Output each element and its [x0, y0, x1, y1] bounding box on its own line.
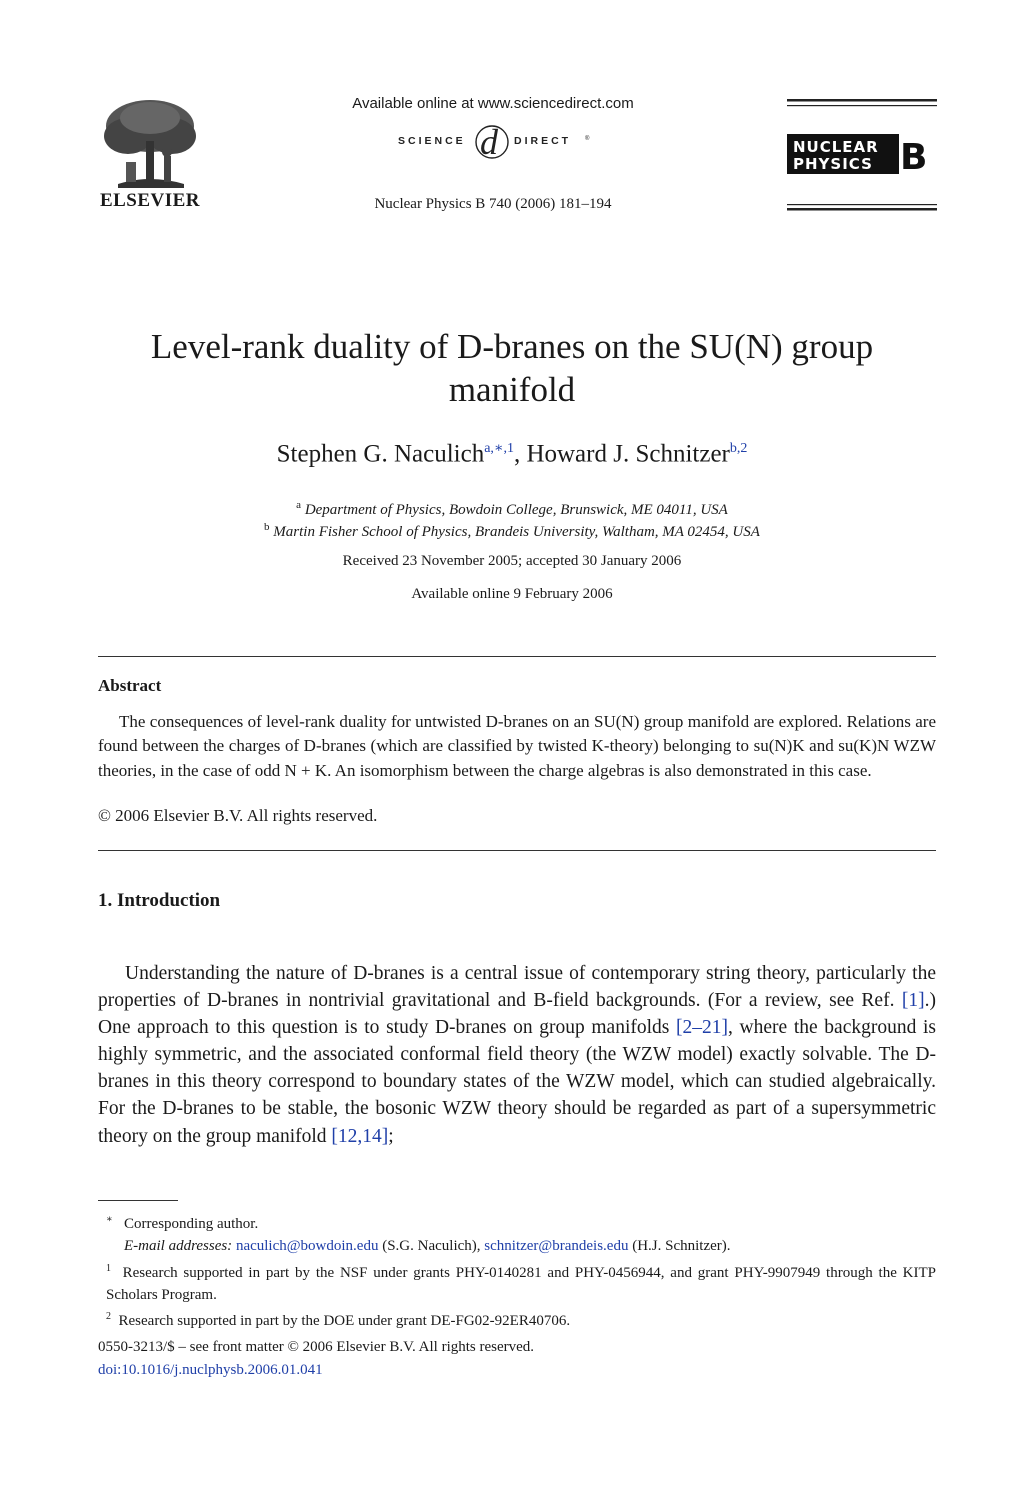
svg-text:d: d	[480, 122, 498, 162]
npb-logo-line2: PHYSICS	[793, 155, 873, 173]
email-label: E-mail addresses:	[124, 1238, 233, 1255]
footnote-emails	[98, 1235, 936, 1257]
front-matter-notice: 0550-3213/$ – see front matter © 2006 Elsevier B.V. All rights reserved.	[98, 1339, 535, 1355]
intro-text-part-3: , where the background is highly symmetric, and the associated conformal field theory (the WZW model) exactly solvable. The D-branes in this theory correspond to boundary states of the WZW model, which can studied algebraically. For the D-branes to be stable, the bosonic WZW theory should be regarded as part of a supersymmetric theory on the group manifold	[98, 1017, 936, 1147]
available-online-text: Available online at www.sciencedirect.com	[352, 95, 634, 112]
footnote-corresponding	[98, 1209, 936, 1235]
footnote-2-mark: 2	[106, 1311, 111, 1323]
npb-logo-line1: NUCLEAR	[793, 138, 879, 156]
publisher-name: ELSEVIER	[99, 190, 201, 211]
affiliation-a-text: Department of Physics, Bowdoin College, Brunswick, ME 04011, USA	[304, 502, 728, 518]
footnote-star-mark: ∗	[106, 1214, 113, 1225]
doi-link[interactable]: doi:10.1016/j.nuclphysb.2006.01.041	[98, 1362, 323, 1378]
intro-text-part-2: .) One approach to this question is to study D-branes on group manifolds	[98, 990, 936, 1039]
abstract-copyright: © 2006 Elsevier B.V. All rights reserved.	[98, 806, 378, 825]
email-link-schnitzer[interactable]: schnitzer@brandeis.edu	[484, 1238, 629, 1255]
footnotes	[98, 1209, 936, 1332]
footnote-2-text: Research supported in part by the DOE under grant DE-FG02-92ER40706.	[118, 1313, 571, 1330]
section-heading-introduction: 1. Introduction	[98, 890, 221, 911]
footnote-1-text: Research supported in part by the NSF under grants PHY-0140281 and PHY-0456944, and grant PHY-9907949 through the KITP Scholars Program.	[106, 1264, 937, 1303]
footnote-2	[98, 1306, 936, 1332]
author-schnitzer-marks[interactable]: b,2	[729, 441, 748, 456]
abstract-body: The consequences of level-rank duality for untwisted D-branes on an SU(N) group manifold are explored. Relations are found between the charges of D-branes (which are classified by twisted K-theory) belonging to su(N)K and su(K)N WZW theories, in the case of odd N + K. An isomorphism between the charge algebras is also demonstrated in this case.	[98, 712, 936, 780]
affiliation-b-text: Martin Fisher School of Physics, Brandeis University, Waltham, MA 02454, USA	[273, 524, 760, 540]
author-naculich-marks[interactable]: a,∗,1	[484, 441, 514, 456]
available-online-date: Available online 9 February 2006	[411, 586, 613, 602]
author-list	[60, 440, 964, 468]
affiliation-a	[60, 499, 964, 519]
npb-logo-letter: B	[900, 137, 928, 178]
article-title	[60, 325, 964, 411]
intro-text-part-4: ;	[388, 1125, 394, 1147]
abstract-heading: Abstract	[98, 676, 162, 695]
email2-owner: (H.J. Schnitzer).	[628, 1238, 731, 1255]
email1-owner: (S.G. Naculich),	[378, 1238, 485, 1255]
received-dates: Received 23 November 2005; accepted 30 January 2006	[342, 553, 682, 569]
citation-link-1[interactable]: [1]	[901, 990, 925, 1012]
journal-citation: Nuclear Physics B 740 (2006) 181–194	[374, 196, 612, 212]
affiliation-a-mark: a	[296, 499, 302, 511]
affiliation-b-mark: b	[264, 521, 270, 533]
introduction-paragraph	[98, 960, 936, 1150]
citation-link-12-14[interactable]: [12,14]	[331, 1125, 389, 1147]
abstract-top-rule	[98, 656, 936, 657]
svg-text:®: ®	[585, 136, 590, 142]
footnote-rule	[98, 1200, 178, 1201]
affiliation-b	[60, 521, 964, 541]
title-line-2: manifold	[448, 370, 576, 409]
footnote-star-text: Corresponding author.	[124, 1216, 259, 1232]
abstract-bottom-rule	[98, 850, 936, 851]
title-line-1: Level-rank duality of D-branes on the SU(N) group	[150, 327, 874, 366]
citation-link-2-21[interactable]: [2–21]	[676, 1017, 729, 1039]
author-schnitzer: Howard J. Schnitzer	[526, 440, 730, 468]
footnote-1-mark: 1	[106, 1262, 111, 1274]
author-naculich: Stephen G. Naculich	[276, 440, 485, 468]
footnote-1	[98, 1258, 936, 1307]
email-link-naculich[interactable]: naculich@bowdoin.edu	[235, 1238, 379, 1255]
sciencedirect-logo	[380, 120, 605, 164]
intro-text-part-1: Understanding the nature of D-branes is a central issue of contemporary string theory, particularly the properties of D-branes in nontrivial gravitational and B-field backgrounds. (For a review, see Ref.	[98, 963, 936, 1012]
nuclear-physics-b-logo	[787, 96, 937, 214]
author-separator: ,	[513, 440, 527, 468]
sd-science-word: SCIENCE	[398, 135, 466, 147]
sd-direct-word: DIRECT	[514, 135, 572, 147]
